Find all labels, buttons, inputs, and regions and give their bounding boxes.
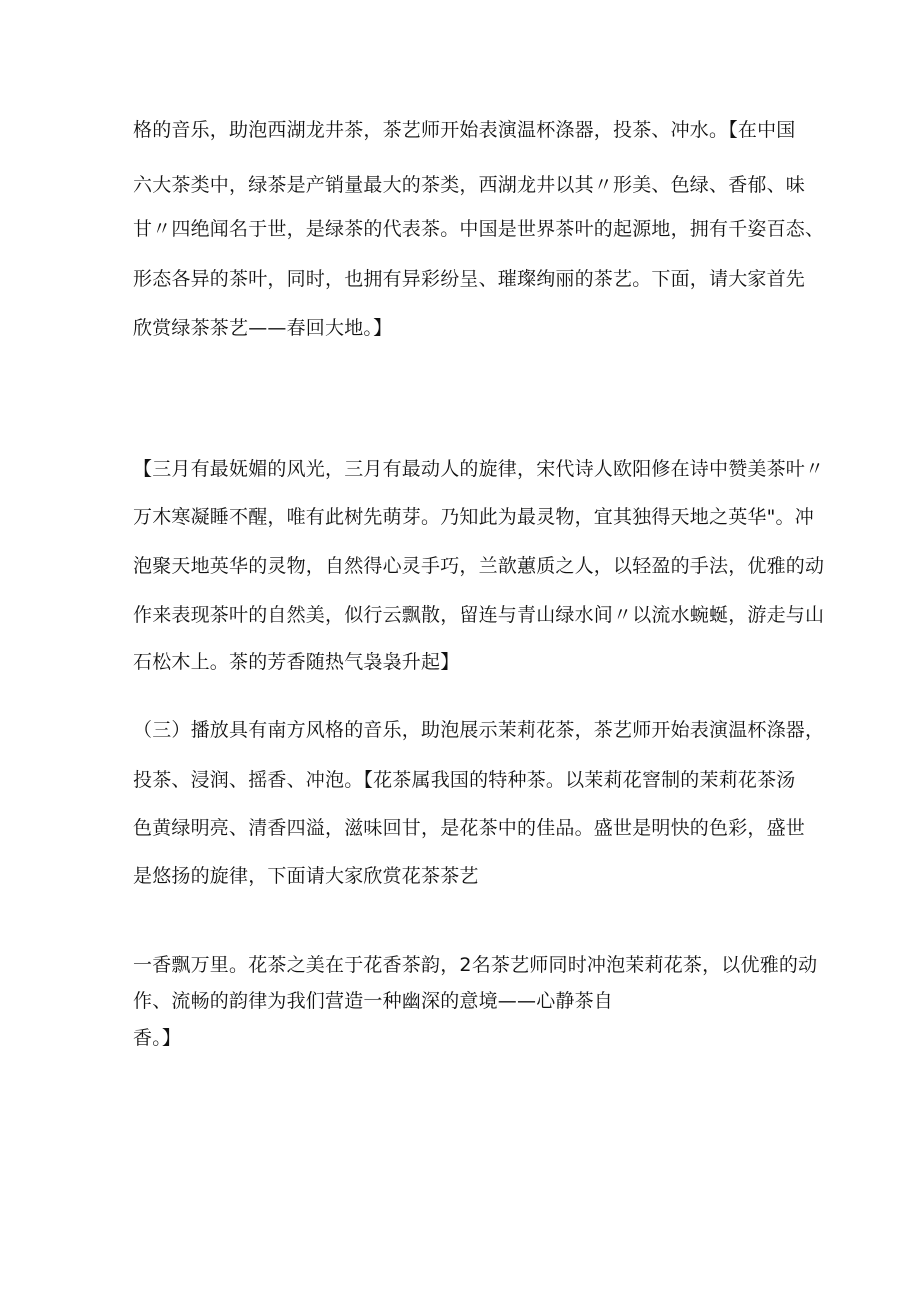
paragraph-line: 作来表现茶叶的自然美，似行云飘散，留连与青山绿水间〃以流水蜿蜒，游走与山: [133, 604, 825, 626]
paragraph-line: 六大茶类中，绿茶是产销量最大的茶类，西湖龙井以其〃形美、色绿、香郁、味: [133, 174, 806, 196]
paragraph-line: 香。】: [133, 1027, 182, 1049]
paragraph-line: 形态各异的茶叶，同时，也拥有异彩纷呈、璀璨绚丽的茶艺。下面，请大家首先: [133, 268, 806, 290]
paragraph-line: 甘〃四绝闻名于世，是绿茶的代表茶。中国是世界茶叶的起源地，拥有千姿百态、: [133, 218, 825, 240]
paragraph-line: 欣赏绿茶茶艺——春回大地。】: [133, 317, 393, 339]
paragraph-line: 作、流畅的韵律为我们营造一种幽深的意境——心静茶自: [133, 990, 614, 1012]
paragraph-line: 【三月有最妩媚的风光，三月有最动人的旋律，宋代诗人欧阳修在诗中赞美茶叶〃: [133, 458, 825, 480]
paragraph-line: 石松木上。茶的芳香随热气袅袅升起】: [133, 651, 460, 673]
paragraph-line: 是悠扬的旋律，下面请大家欣赏花茶茶艺: [133, 865, 479, 887]
paragraph-line: （三）播放具有南方风格的音乐，助泡展示茉莉花茶，茶艺师开始表演温杯涤器，: [133, 719, 825, 741]
paragraph-line: 色黄绿明亮、清香四溢，滋味回甘，是花茶中的佳品。盛世是明快的色彩，盛世: [133, 817, 806, 839]
paragraph-line: 一香飘万里。花茶之美在于花香茶韵，2名茶艺师同时冲泡茉莉花茶，以优雅的动: [133, 954, 818, 976]
paragraph-line: 投茶、浸润、摇香、冲泡。【花茶属我国的特种茶。以茉莉花窨制的茉莉花茶汤: [133, 769, 796, 791]
paragraph-line: 泡聚天地英华的灵物，自然得心灵手巧，兰歆蕙质之人，以轻盈的手法，优雅的动: [133, 555, 825, 577]
paragraph-line: 格的音乐，助泡西湖龙井茶，茶艺师开始表演温杯涤器，投茶、冲水。【在中国: [133, 119, 796, 141]
paragraph-line: 万木寒凝睡不醒，唯有此树先萌芽。乃知此为最灵物，宜其独得天地之英华"。冲: [133, 506, 814, 528]
